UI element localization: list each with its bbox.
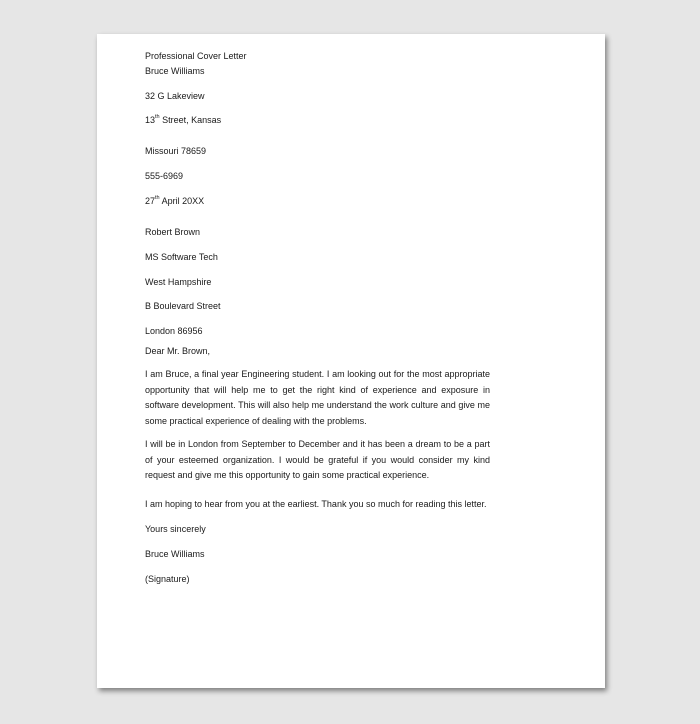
signature-name: Bruce Williams bbox=[145, 549, 205, 559]
street-rest: Street, Kansas bbox=[159, 115, 222, 125]
salutation: Dear Mr. Brown, bbox=[145, 346, 211, 356]
body-paragraph-1: I am Bruce, a final year Engineering student. I am looking out for the most appropriate opportunity that will help me to get the right kind of experience and exposure in software development. This will also help me understand the work culture and give me some practical experience of dealing with the problems. bbox=[145, 369, 490, 426]
date-suffix: th bbox=[155, 195, 160, 201]
signature-placeholder: (Signature) bbox=[145, 574, 190, 584]
letter-date bbox=[145, 196, 204, 207]
sender-name: Bruce Williams bbox=[145, 66, 205, 76]
date-rest: April 20XX bbox=[159, 196, 205, 206]
sender-phone: 555-6969 bbox=[145, 171, 184, 181]
recipient-area: West Hampshire bbox=[145, 277, 212, 287]
recipient-city-zip: London 86956 bbox=[145, 326, 203, 336]
street-suffix: th bbox=[155, 114, 160, 120]
closing: Yours sincerely bbox=[145, 524, 206, 534]
sender-address-line1: 32 G Lakeview bbox=[145, 91, 205, 101]
body-paragraph-3: I am hoping to hear from you at the earliest. Thank you so much for reading this letter. bbox=[145, 499, 487, 509]
sender-city-zip: Missouri 78659 bbox=[145, 146, 207, 156]
street-number: 13 bbox=[145, 115, 156, 125]
date-day: 27 bbox=[145, 196, 156, 206]
sender-address-line2 bbox=[145, 115, 221, 126]
recipient-company: MS Software Tech bbox=[145, 252, 218, 262]
recipient-name: Robert Brown bbox=[145, 227, 201, 237]
letter-page bbox=[97, 34, 605, 688]
letter-heading: Professional Cover Letter bbox=[145, 51, 247, 61]
recipient-street: B Boulevard Street bbox=[145, 301, 221, 311]
body-paragraph-2: I will be in London from September to December and it has been a dream to be a part of your esteemed organization. I would be grateful if you would consider my kind request and give me this opportunity to gain some practical experience. bbox=[145, 439, 490, 480]
